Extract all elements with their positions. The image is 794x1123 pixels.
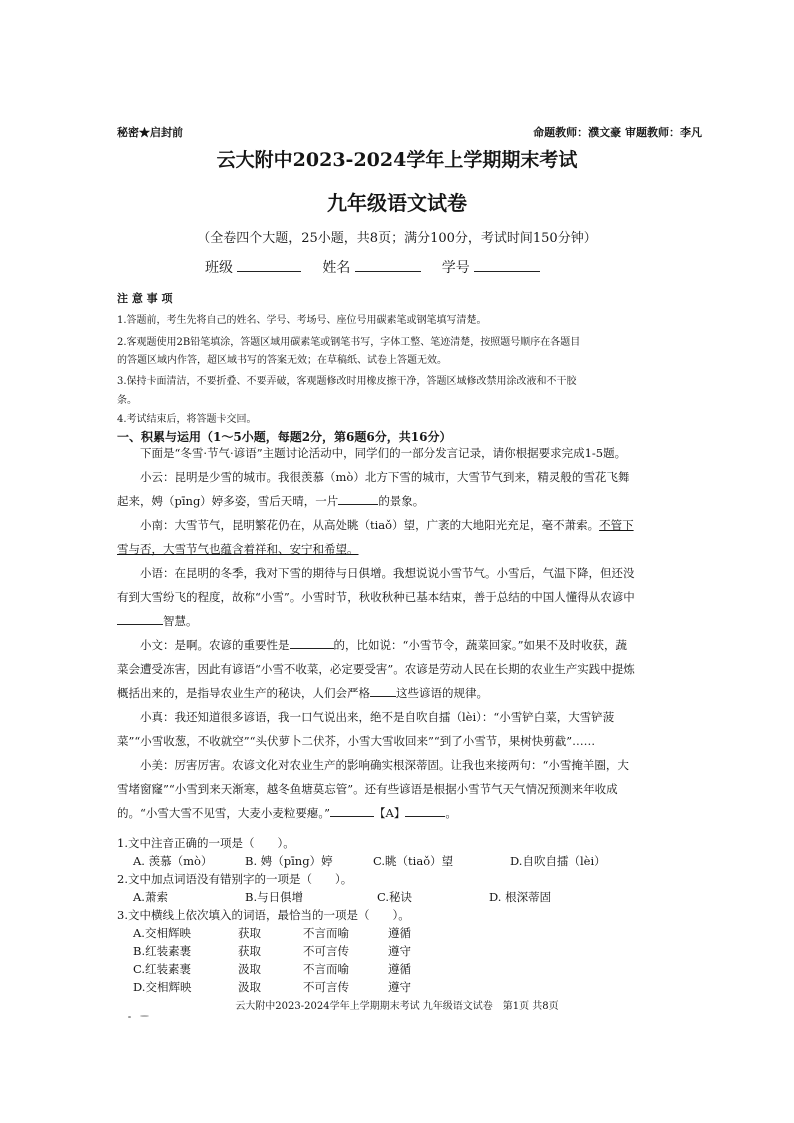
note-item: 4.考试结束后，将答题卡交回。 <box>117 414 257 425</box>
q1-option-a: A. 羡慕（mò） <box>133 854 213 868</box>
underlined-sentence: 不管下雪与否，大雪节气也蕴含着祥和、安宁和希望。 <box>117 518 634 556</box>
question-2-stem: 2.文中加点词语没有错别字的一项是（ ）。 <box>117 872 353 886</box>
q3-c-word-3: 不言而喻 <box>303 962 349 976</box>
q1-option-c: C.眺（tiaǒ）望 <box>373 854 454 868</box>
q1-option-b: B. 娉（pīng）婷 <box>245 854 333 868</box>
exam-info: （全卷四个大题，25小题，共8页；满分100分，考试时间150分钟） <box>197 231 597 246</box>
q3-d-word-1: D.交相辉映 <box>133 980 192 994</box>
q3-c-word-4: 遵循 <box>388 962 411 976</box>
class-label: 班级 <box>205 260 233 276</box>
q1-option-d: D.自吹自擂（lèi） <box>510 854 606 868</box>
number-label: 学号 <box>441 260 470 276</box>
q3-a-word-2: 获取 <box>238 926 261 940</box>
q3-b-word-4: 遵守 <box>388 944 411 958</box>
fill-blank <box>338 492 378 505</box>
class-field[interactable] <box>237 257 301 272</box>
scan-speck <box>128 1016 131 1018</box>
notes-title: 注 意 事 项 <box>117 292 173 305</box>
q2-option-a: A.萧索 <box>133 890 168 904</box>
note-item: 3.保持卡面清洁，不要折叠、不要弄破，客观题修改时用橡皮擦干净，答题区域修改禁用涂改液和不干胶 <box>117 376 577 387</box>
question-1-stem: 1.文中注音正确的一项是（ ）。 <box>117 836 295 850</box>
q3-a-word-4: 遵循 <box>388 926 411 940</box>
ident-row <box>205 257 540 277</box>
q3-b-word-3: 不可言传 <box>303 944 349 958</box>
speech-xiaoyu: 小语：在昆明的冬季，我对下雪的期待与日俱增。我想说说小雪节气。小雪后，气温下降，但还没有到大雪纷飞的程度，故称“小雪”。小雪时节，秋收秋种已基本结束，善于总结的中国人懂得从农谚中智慧。 <box>117 566 635 628</box>
fill-blank <box>330 804 374 817</box>
number-field[interactable] <box>474 257 540 272</box>
fill-blank <box>117 612 163 625</box>
q3-a-word-1: A.交相辉映 <box>133 926 191 940</box>
speech-xiaomei: 小美：厉害厉害。农谚文化对农业生产的影响确实根深蒂固。让我也来接两句：“小雪掩羊圈，大雪堵窗窿”“小雪到来天渐寒，越冬鱼塘莫忘管”。还有些谚语是根据小雪节气天气情况预测来年收成的。“小雪大雪不见雪，大麦小麦粒要瘪。” 【A】 。 <box>117 758 629 820</box>
q3-b-word-2: 获取 <box>238 944 261 958</box>
q3-b-word-1: B.红装素裹 <box>133 944 192 958</box>
fill-blank <box>290 636 334 649</box>
speech-xiaonan: 小南：大雪节气，昆明繁花仍在，从高处眺（tiaǒ）望，广袤的大地阳光充足，毫不萧索。不管下雪与否，大雪节气也蕴含着祥和、安宁和希望。 <box>117 518 634 556</box>
fill-blank <box>370 684 396 697</box>
section-heading: 一、积累与运用（1～5小题，每题2分，第6题6分，共16分） <box>117 430 452 444</box>
name-label: 姓名 <box>322 260 351 276</box>
q2-option-b: B.与日俱增 <box>245 890 304 904</box>
note-item: 2.客观题使用2B铅笔填涂，答题区域用碳素笔或钢笔书写，字体工整、笔迹清楚，按照题号顺序在各题目 <box>117 337 581 348</box>
speech-xiaoyun: 小云：昆明是少雪的城市。我很羡慕（mò）北方下雪的城市，大雪节气到来，精灵般的雪花飞舞起来，娉（pīng）婷多姿，雪后天晴，一片 的景象。 <box>117 470 630 508</box>
confidential-label: 秘密★启封前 <box>117 126 183 139</box>
note-item: 的答题区域内作答，超区域书写的答案无效；在草稿纸、试卷上答题无效。 <box>117 355 447 366</box>
passage-intro: 下面是“冬雪·节气·谚语”主题讨论活动中，同学们的一部分发言记录，请你根据要求完成1-5题。 <box>140 446 627 460</box>
q3-a-word-3: 不言而喻 <box>303 926 349 940</box>
speech-xiaozhen: 小真：我还知道很多谚语，我一口气说出来，绝不是自吹自擂（lèi）：“小雪铲白菜，大雪铲菠菜”“小雪收葱，不收就空”“头伏萝卜二伏芥，小雪大雪收回来”“到了小雪节，果树快剪截”…… <box>117 710 615 748</box>
speech-xiaowen: 小文：是啊。农谚的重要性是 的，比如说：“小雪节令，蔬菜回家。”如果不及时收获，蔬菜会遭受冻害，因此有谚语“小雪不收菜，必定要受害”。农谚是劳动人民在长期的农业生产实践中提炼概括出来的，是指导农业生产的秘诀，人们会严格 这些谚语的规律。 <box>117 638 635 700</box>
q3-d-word-2: 汲取 <box>238 980 261 994</box>
q3-d-word-4: 遵守 <box>388 980 411 994</box>
exam-title: 云大附中2023-2024学年上学期期末考试 <box>216 149 578 171</box>
note-item: 条。 <box>117 395 137 406</box>
q2-option-c: C.秘诀 <box>377 890 413 904</box>
blank-marker-a: 【A】 <box>374 806 406 820</box>
question-3-stem: 3.文中横线上依次填入的词语，最恰当的一项是（ ）。 <box>117 908 410 922</box>
q3-c-word-1: C.红装素裹 <box>133 962 192 976</box>
teacher-info: 命题教师：濮文豪 审题教师：李凡 <box>533 126 702 139</box>
page-footer: 云大附中2023-2024学年上学期期末考试 九年级语文试卷 第1页 共8页 <box>235 1001 559 1012</box>
scan-speck <box>140 1015 149 1017</box>
note-item: 1.答题前，考生先将自己的姓名、学号、考场号、座位号用碳素笔或钢笔填写清楚。 <box>117 315 487 326</box>
exam-subtitle: 九年级语文试卷 <box>327 191 467 215</box>
q3-c-word-2: 汲取 <box>238 962 261 976</box>
name-field[interactable] <box>355 257 421 272</box>
q3-d-word-3: 不可言传 <box>303 980 349 994</box>
fill-blank <box>405 804 445 817</box>
q2-option-d: D. 根深蒂固 <box>489 890 552 904</box>
passage <box>117 441 637 825</box>
